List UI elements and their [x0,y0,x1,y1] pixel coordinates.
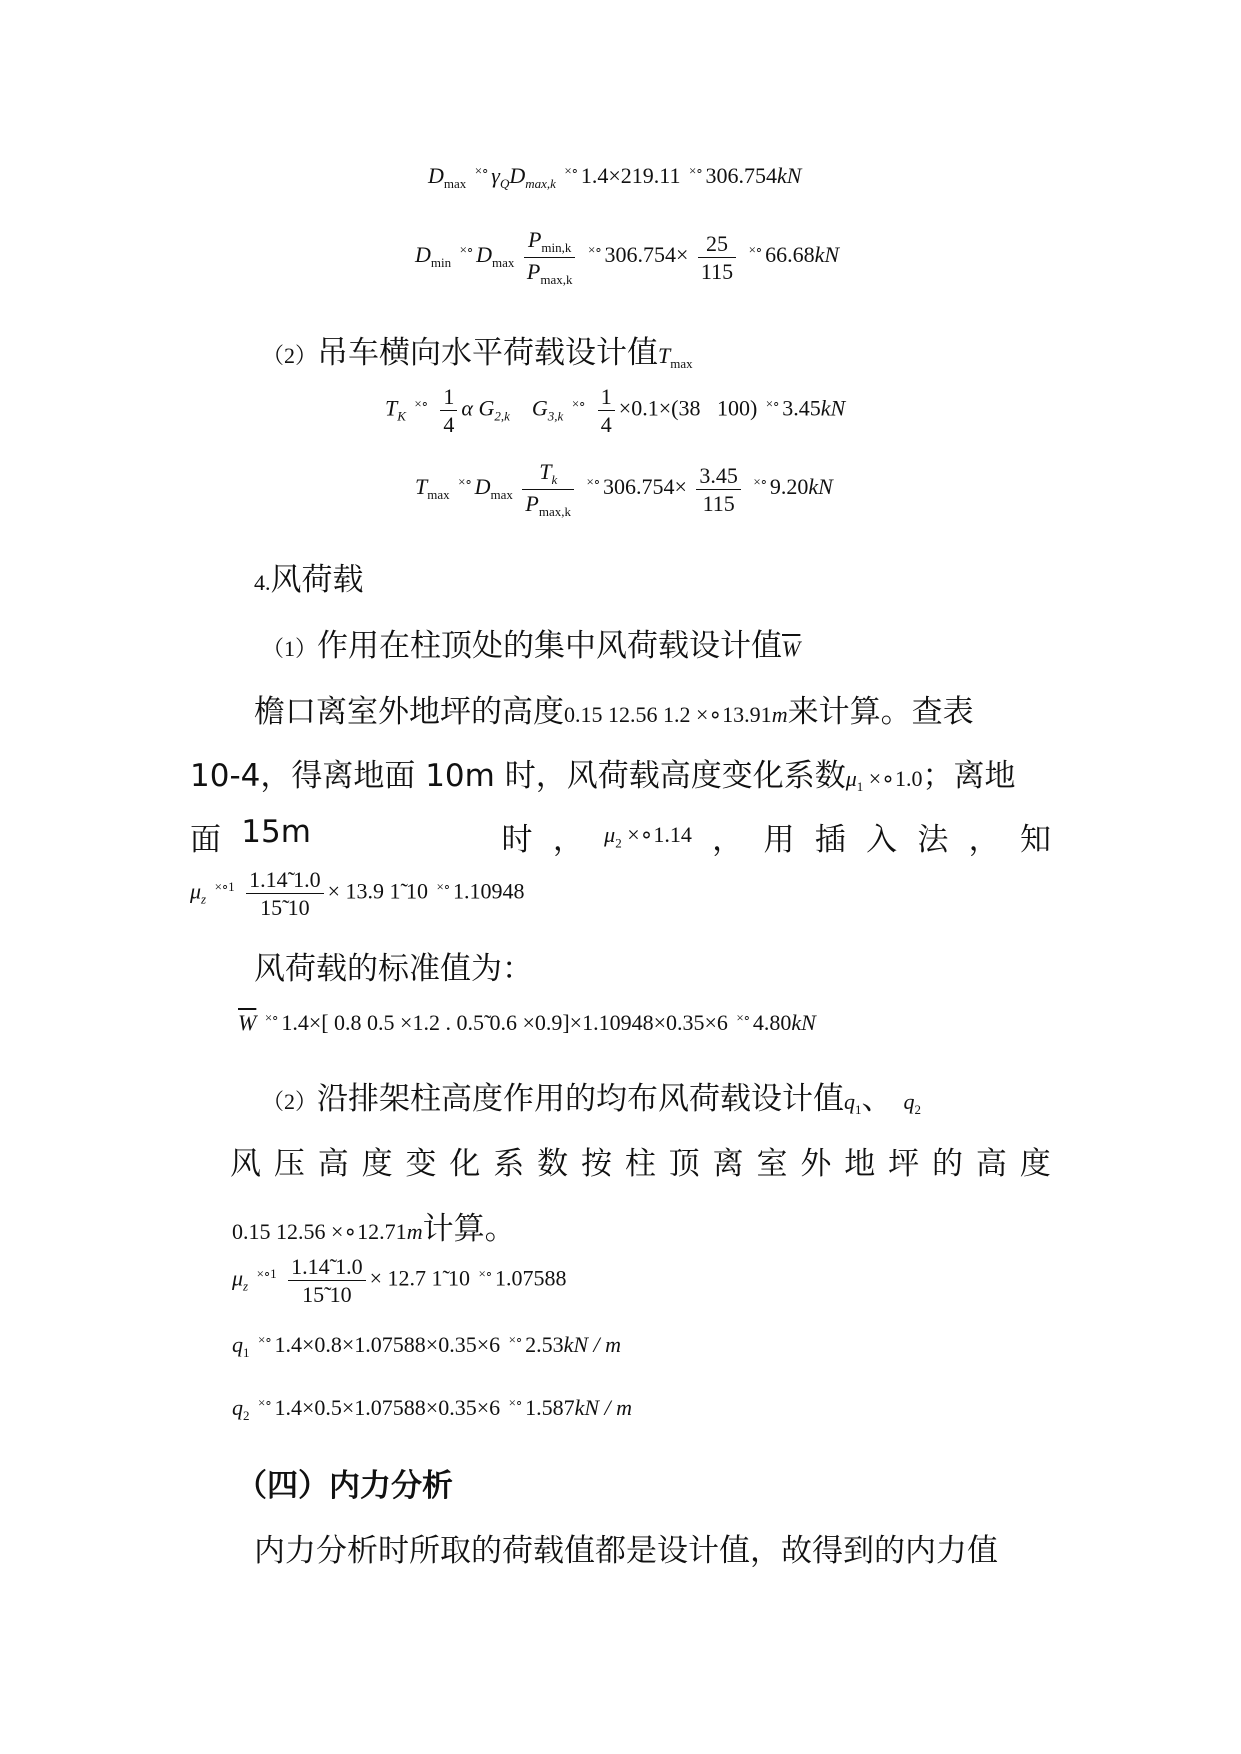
fraction-p: $\frac{P_{min,k}}{P_{max,k}}$ [524,228,576,286]
equation-q2: $q_2$ ×∘ 1.4×0.5×1.07588×0.35×6 ×∘ 1.587kN / m [232,1395,633,1423]
equation-dmax: $D_{max}$ ×∘ $\gamma_QD_{max,k}$ ×∘ 1.4×219.11 ×∘ 306.754kN [428,163,802,191]
equation-mu-z-2: $\mu_z$ $^{\times\circ 1}$ $\frac{1.14̃ 1.0}{15̃ 10}$ × 12.7 1̃ 10 ×∘ 1.07588 [232,1254,567,1308]
fraction-25-115: $\frac{25}{115}$ [698,232,736,283]
equation-dmin: $D_{min}$ ×∘ $D_{max}$ $\frac{P_{min,k}}{P_{max,k}}$ ×∘ 306.754× $\frac{25}{115}$ ×∘ 66.68kN [415,227,840,287]
equation-mu-z-1: $\mu_z$ $^{\times\circ 1}$ $\frac{1.14̃ 1.0}{15̃ 10}$ × 13.9 1̃ 10 ×∘ 1.10948 [190,867,525,921]
paragraph-table-lookup: 10-4，得离地面 10m 时，风荷载高度变化系数$\mu_1$ ×∘1.0；离地 [190,758,1016,794]
equation-tmax: $T_{max}$ ×∘ $D_{max}$ $\frac{T_k}{P_{max,k}}$ ×∘ 306.754× $\frac{3.45}{115}$ ×∘ 9.20kN [415,459,833,519]
paragraph-column-height: 0.15 12.56 ×∘12.71m计算。 [232,1211,516,1247]
equation-w: $\overline{W}$ ×∘ 1.4×[ 0.8 0.5 ×1.2 . 0.5̃ 0.6 ×0.9]×1.10948×0.35×6 ×∘ 4.80kN [238,1010,816,1035]
heading-wind-load: 4.风荷载 [254,562,364,598]
heading-wind-distributed: （2）沿排架柱高度作用的均布风荷载设计值$q_1$、 $q_2$ [262,1081,922,1117]
paragraph-internal-force-intro: 内力分析时所取的荷载值都是设计值，故得到的内力值 [254,1533,998,1569]
paragraph-eave-height: 檐口离室外地坪的高度0.15 12.56 1.2 ×∘13.91m来计算。查表 [254,694,974,730]
equation-tk: $T_K$ ×∘ $\frac{1}{4}$ α $G_{2,k}$ $G_{3,k}$ ×∘ $\frac{1}{4}$ ×0.1×(38 100) ×∘ 3.45kN [385,384,846,438]
paragraph-pressure-coefficient: 风 压 高 度 变 化 系 数 按 柱 顶 离 室 外 地 坪 的 高 度 [230,1146,1051,1182]
label-wind-standard-value: 风荷载的标准值为： [254,951,533,987]
heading-crane-horizontal-load: （2）吊车横向水平荷载设计值$T_{max}$ [262,335,693,371]
equation-q1: $q_1$ ×∘ 1.4×0.8×1.07588×0.35×6 ×∘ 2.53kN / m [232,1332,622,1360]
section-heading-internal-force: （四）内力分析 [236,1468,453,1504]
heading-wind-concentrated: （1）作用在柱顶处的集中风荷载设计值$\overline{W}$ [262,628,801,664]
paragraph-15m-line: 面 15m 时 ， $\mu_2$ ×∘1.14 ， 用 插 入 法 ， 知 [190,814,1051,858]
